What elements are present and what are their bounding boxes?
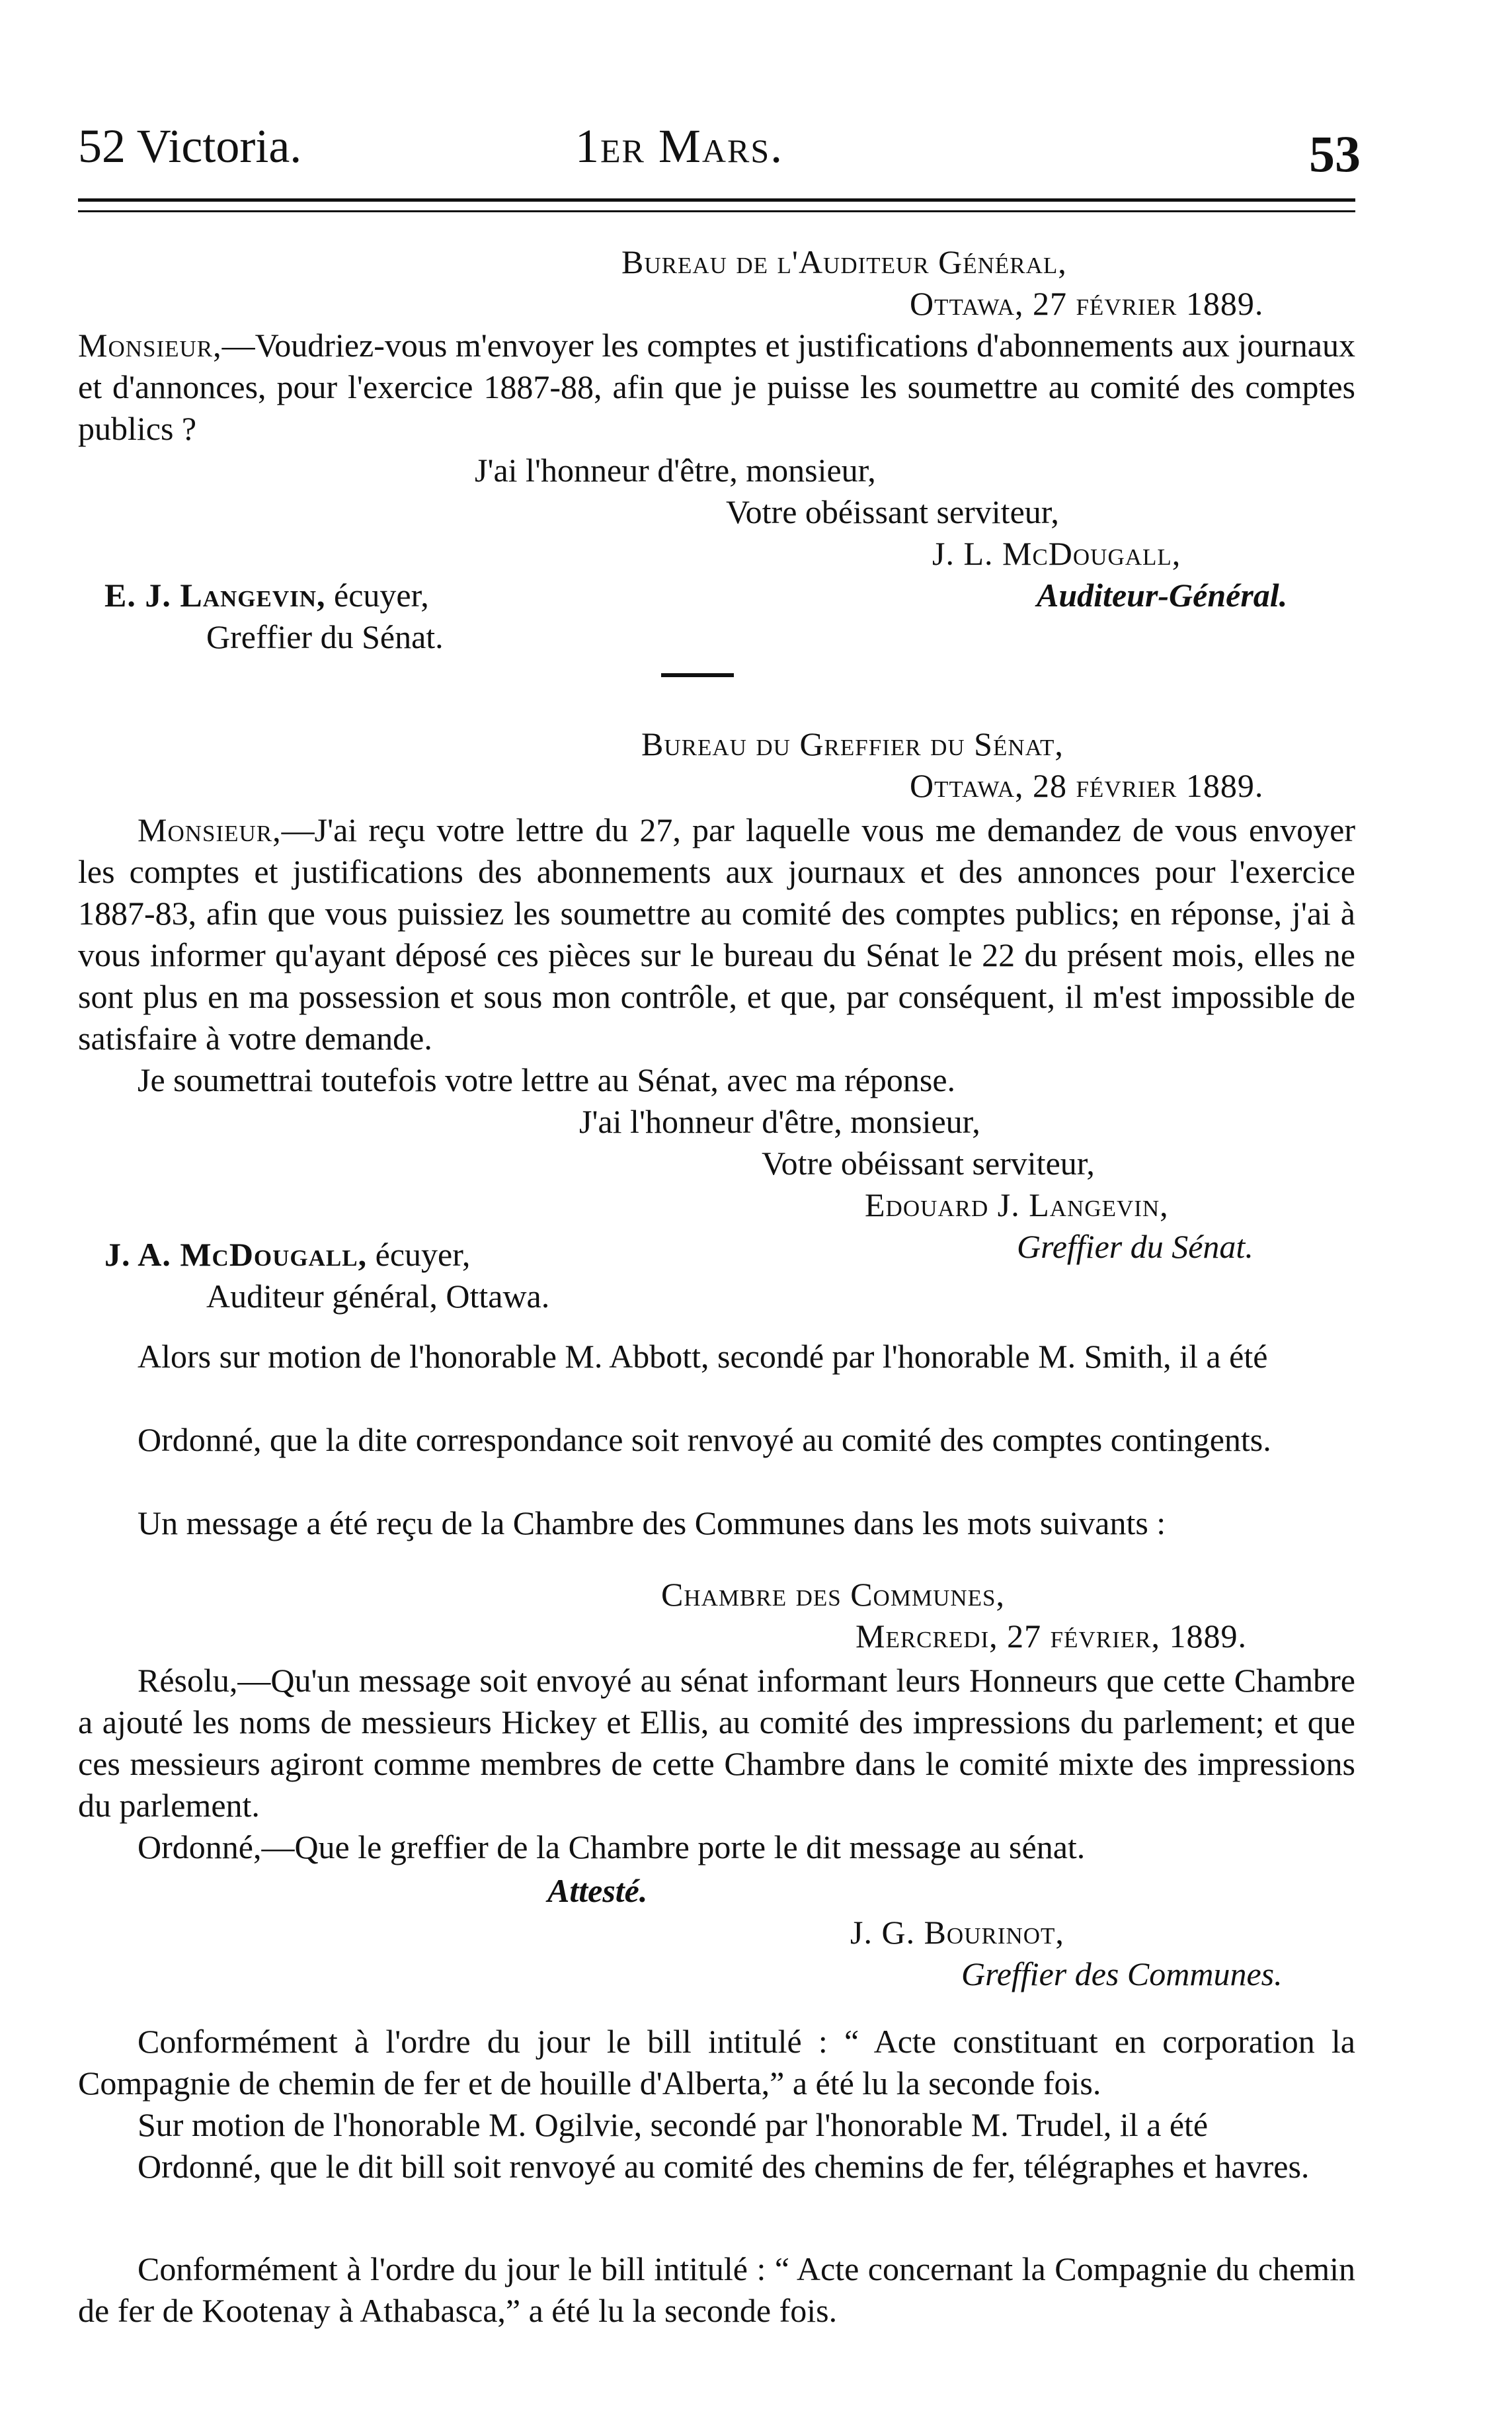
letter1-closing1: J'ai l'honneur d'être, monsieur,: [475, 452, 876, 489]
running-head-date: 1er Mars.: [575, 120, 784, 173]
header-rule-thin: [78, 210, 1355, 212]
letter1-signatory-title: Auditeur-Général.: [1037, 577, 1288, 614]
letter2-salutation: Monsieur,: [138, 811, 282, 848]
message-attest: Attesté.: [547, 1872, 648, 1909]
running-head-left: 52 Victoria.: [78, 120, 302, 173]
page-number: 53: [1309, 125, 1361, 183]
section-divider: [661, 673, 734, 677]
letter1-place-date: Ottawa, 27 février 1889.: [910, 285, 1264, 322]
letter1-closing2: Votre obéissant serviteur,: [726, 493, 1059, 530]
letter1-signature: J. L. McDougall,: [932, 535, 1181, 572]
message-resolution: Résolu,—Qu'un message soit envoyé au sénat informant leurs Honneurs que cette Chambre a ajouté les noms de messieurs Hickey et Ellis, au comité des impressions du parlement; et que ces messieurs agiront comme membres de cette Chambre dans le comité mixte des impressions du parlement.: [78, 1662, 1355, 1824]
message-office: Chambre des Communes,: [661, 1576, 1005, 1613]
letter1-addressee: E. J. Langevin, écuyer,: [104, 577, 429, 614]
letter2-signature: Edouard J. Langevin,: [865, 1186, 1169, 1223]
letter2-signatory-title: Greffier du Sénat.: [1017, 1228, 1253, 1265]
letter1-addressee-title: Greffier du Sénat.: [206, 618, 444, 655]
message-signatory-title: Greffier des Communes.: [961, 1955, 1283, 1992]
order-paragraph: Ordonné, que la dite correspondance soit renvoyé au comité des comptes contingents.: [138, 1421, 1271, 1458]
letter1-office: Bureau de l'Auditeur Général,: [621, 243, 1067, 280]
letter1-body: Monsieur,—Voudriez-vous m'envoyer les comptes et justifications d'abonnements aux journaux et d'annonces, pour l'exercice 1887-88, afin que je puisse les soumettre au comité des comptes publics ?: [78, 327, 1355, 447]
message-intro: Un message a été reçu de la Chambre des Communes dans les mots suivants :: [138, 1504, 1166, 1541]
message-order: Ordonné,—Que le greffier de la Chambre porte le dit message au sénat.: [138, 1828, 1086, 1865]
motion-paragraph: Alors sur motion de l'honorable M. Abbott, secondé par l'honorable M. Smith, il a été: [138, 1338, 1268, 1375]
bill-alberta-motion: Sur motion de l'honorable M. Ogilvie, secondé par l'honorable M. Trudel, il a été: [138, 2106, 1209, 2143]
letter2-addressee: J. A. McDougall, écuyer,: [104, 1236, 471, 1273]
letter2-addressee-title: Auditeur général, Ottawa.: [206, 1278, 550, 1315]
letter2-closing2: Votre obéissant serviteur,: [762, 1145, 1095, 1182]
letter2-body2: Je soumettrai toutefois votre lettre au Sénat, avec ma réponse.: [138, 1061, 956, 1098]
letter1-salutation: Monsieur,: [78, 327, 222, 364]
letter2-place-date: Ottawa, 28 février 1889.: [910, 767, 1264, 804]
letter2-closing1: J'ai l'honneur d'être, monsieur,: [579, 1103, 980, 1140]
message-signature: J. G. Bourinot,: [850, 1914, 1064, 1951]
bill-alberta-paragraph: Conformément à l'ordre du jour le bill intitulé : “ Acte constituant en corporation la Compagnie de chemin de fer et de houille d'Alberta,” a été lu la seconde fois.: [78, 2023, 1355, 2102]
letter2-office: Bureau du Greffier du Sénat,: [641, 725, 1064, 762]
letter2-body: Monsieur,—J'ai reçu votre lettre du 27, par laquelle vous me demandez de vous envoyer les comptes et justifications des abonnements aux journaux et des annonces pour l'exercice 1887-83, afin que vous puissiez les soumettre au comité des comptes publics; en réponse, j'ai à vous informer qu'ayant déposé ces pièces sur le bureau du Sénat le 22 du présent mois, elles ne sont plus en ma possession et sous mon contrôle, et que, par conséquent, il m'est impossible de satisfaire à votre demande.: [78, 811, 1355, 1057]
message-date: Mercredi, 27 février, 1889.: [855, 1617, 1248, 1655]
bill-alberta-order: Ordonné, que le dit bill soit renvoyé au comité des chemins de fer, télégraphes et havres.: [138, 2148, 1310, 2185]
bill-kootenay-paragraph: Conformément à l'ordre du jour le bill intitulé : “ Acte concernant la Compagnie du chemin de fer de Kootenay à Athabasca,” a été lu la seconde fois.: [78, 2250, 1355, 2329]
header-rule: [78, 198, 1355, 202]
